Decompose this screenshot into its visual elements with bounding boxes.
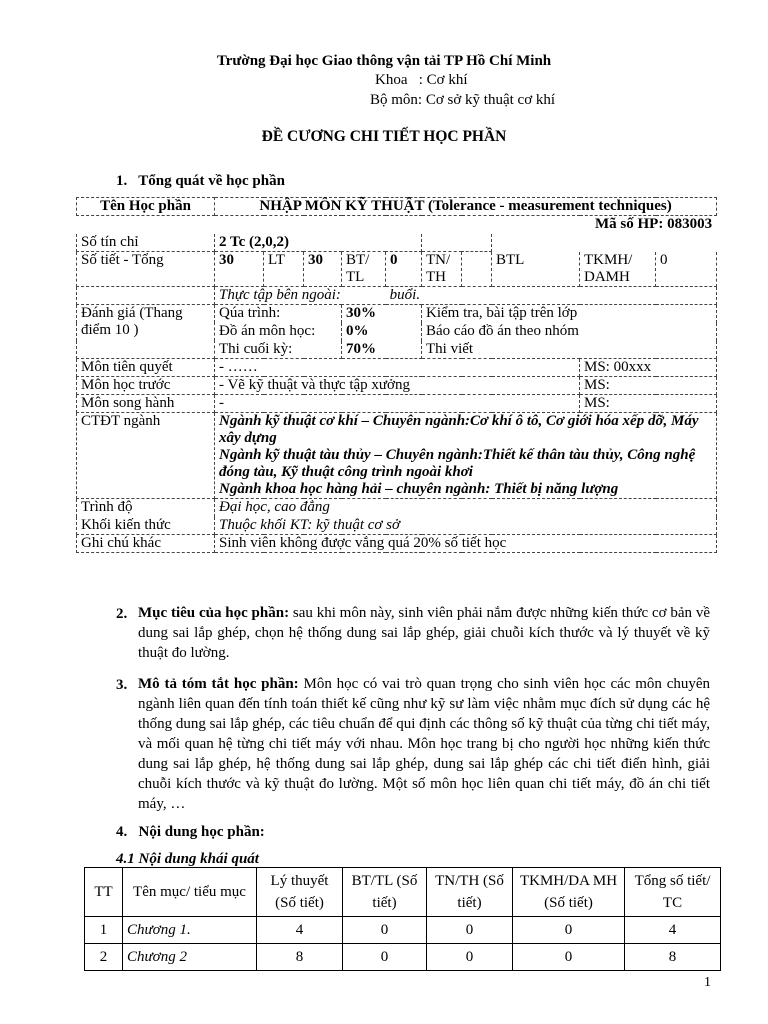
row-1-theory: 4 bbox=[257, 917, 343, 944]
header-bttl: BT/TL (Số tiết) bbox=[343, 868, 427, 917]
parallel-course-ms: MS: bbox=[580, 395, 717, 413]
content-overview-table bbox=[84, 867, 721, 971]
eval-label-final: Thi cuối kỳ: bbox=[215, 341, 342, 359]
header-tkmh: TKMH/DA MH (Số tiết) bbox=[513, 868, 625, 917]
row-2-bttl: 0 bbox=[343, 944, 427, 971]
knowledge-block-label: Khối kiến thức bbox=[77, 517, 215, 535]
header-tt: TT bbox=[85, 868, 123, 917]
eval-value-project: 0% bbox=[342, 323, 422, 341]
section-1-title: Tổng quát về học phần bbox=[138, 173, 285, 189]
section-4-heading bbox=[116, 823, 265, 841]
row-2-name: Chương 2 bbox=[123, 944, 257, 971]
knowledge-block-row bbox=[77, 517, 717, 535]
course-name-row bbox=[77, 198, 717, 216]
page-number: 1 bbox=[704, 975, 711, 990]
row-1-tt: 1 bbox=[85, 917, 123, 944]
prior-course-label: Môn học trước bbox=[77, 377, 215, 395]
row-2-tt: 2 bbox=[85, 944, 123, 971]
section-3-title: Mô tả tóm tắt học phần: bbox=[138, 676, 299, 692]
other-notes-value: Sinh viên không được vắng quá 20% số tiết học bbox=[215, 535, 717, 553]
bttl-value: 0 bbox=[386, 252, 422, 287]
section-3-number: 3. bbox=[116, 677, 128, 693]
table-row bbox=[85, 944, 721, 971]
section-2-paragraph bbox=[138, 603, 710, 663]
row-2-tkmh: 0 bbox=[513, 944, 625, 971]
section-3-text: Môn học có vai trò quan trọng cho sinh viên học các môn chuyên ngành liên quan đến tính toán thiết kế cũng như kỹ sư làm việc nhằm mục đích sử dụng các hệ thống dung sai lắp ghép, các tiêu chuẩn để qui định các thông số kỹ thuật của từng chi tiết máy, và mối quan hệ từng chi tiết máy với nhau. Môn học trang bị cho người học những kiến thức dung sai lắp ghép, hệ thống dung sai lắp ghép, dung sai lắp ghép các chi tiết điển hình, giải chuỗi kích thước và kỹ thuật đo lường. Một số môn học liên quan chi tiết máy, đồ án chi tiết máy, … bbox=[138, 676, 711, 812]
eval-note-process: Kiểm tra, bài tập trên lớp bbox=[422, 305, 717, 323]
prerequisite-ms: MS: 00xxx bbox=[580, 359, 717, 377]
faculty-line: Khoa : Cơ khí bbox=[375, 72, 468, 88]
row-2-tnth: 0 bbox=[427, 944, 513, 971]
row-1-bttl: 0 bbox=[343, 917, 427, 944]
row-1-tnth: 0 bbox=[427, 917, 513, 944]
parallel-course-label: Môn song hành bbox=[77, 395, 215, 413]
eval-label-process: Qúa trình: bbox=[215, 305, 342, 323]
course-name-label: Tên Học phần bbox=[77, 198, 215, 216]
program-label: CTĐT ngành bbox=[77, 413, 215, 499]
section-4-title: Nội dung học phần: bbox=[138, 824, 265, 840]
eval-value-final: 70% bbox=[342, 341, 422, 359]
row-1-name: Chương 1. bbox=[123, 917, 257, 944]
parallel-course-row bbox=[77, 395, 717, 413]
document-title: ĐỀ CƯƠNG CHI TIẾT HỌC PHẦN bbox=[261, 128, 507, 145]
program-line-2: Ngành kỹ thuật tàu thủy – Chuyên ngành:Thiết kế thân tàu thủy, Công nghệ đóng tàu, Kỹ thuật công trình ngoài khơi bbox=[219, 447, 696, 480]
header-tnth: TN/TH (Số tiết) bbox=[427, 868, 513, 917]
program-list bbox=[215, 413, 717, 499]
practice-text: Thực tập bên ngoài: buổi. bbox=[215, 287, 717, 305]
practice-row bbox=[77, 287, 717, 305]
section-4-number: 4. bbox=[116, 824, 128, 840]
prior-course-ms: MS: bbox=[580, 377, 717, 395]
program-line-1: Ngành kỹ thuật cơ khí – Chuyên ngành:Cơ khí ô tô, Cơ giới hóa xếp dỡ, Máy xây dựng bbox=[219, 413, 699, 446]
bttl-label: BT/ TL bbox=[342, 252, 386, 287]
eval-label-project: Đồ án môn học: bbox=[215, 323, 342, 341]
eval-value-process: 30% bbox=[342, 305, 422, 323]
other-notes-row bbox=[77, 535, 717, 553]
knowledge-block-value: Thuộc khối KT: kỹ thuật cơ sở bbox=[215, 517, 717, 535]
course-code-row bbox=[77, 216, 717, 234]
header-section-name: Tên mục/ tiểu mục bbox=[123, 868, 257, 917]
content-table-header bbox=[85, 868, 721, 917]
credits-row bbox=[77, 234, 717, 252]
tkmh-label: TKMH/ DAMH bbox=[580, 252, 656, 287]
prerequisite-value: - …… bbox=[215, 359, 580, 377]
section-2-text: sau khi môn này, sinh viên phải nắm được những kiến thức cơ bản về dung sai lắp ghép, chọn hệ thống dung sai lắp ghép, giải chuỗi kích thước và lý thuyết về kỹ thuật đo lường. bbox=[138, 605, 711, 661]
row-2-total: 8 bbox=[625, 944, 721, 971]
other-notes-label: Ghi chú khác bbox=[77, 535, 215, 553]
prerequisite-row bbox=[77, 359, 717, 377]
prior-course-row bbox=[77, 377, 717, 395]
row-2-theory: 8 bbox=[257, 944, 343, 971]
lt-label: LT bbox=[264, 252, 304, 287]
course-name-value: NHẬP MÔN KỸ THUẬT (Tolerance - measurement techniques) bbox=[215, 198, 717, 216]
periods-total: 30 bbox=[215, 252, 264, 287]
program-line-3: Ngành khoa học hàng hải – chuyên ngành: Thiết bị năng lượng bbox=[219, 481, 619, 497]
level-label: Trình độ bbox=[77, 499, 215, 517]
tnth-label: TN/ TH bbox=[422, 252, 462, 287]
eval-note-project: Báo cáo đồ án theo nhóm bbox=[422, 323, 717, 341]
prior-course-value: - Vẽ kỹ thuật và thực tập xưởng bbox=[215, 377, 580, 395]
program-row bbox=[77, 413, 717, 499]
level-row bbox=[77, 499, 717, 517]
level-value: Đại học, cao đẳng bbox=[215, 499, 717, 517]
tnth-value bbox=[462, 252, 492, 287]
section-2-number: 2. bbox=[116, 606, 128, 622]
header-total: Tổng số tiết/ TC bbox=[625, 868, 721, 917]
tkmh-value: 0 bbox=[656, 252, 717, 287]
course-code: Mã số HP: 083003 bbox=[595, 216, 713, 232]
table-row bbox=[85, 917, 721, 944]
parallel-course-value: - bbox=[215, 395, 580, 413]
credits-label: Số tín chỉ bbox=[77, 234, 215, 252]
row-1-tkmh: 0 bbox=[513, 917, 625, 944]
university-name: Trường Đại học Giao thông vận tải TP Hồ Chí Minh bbox=[216, 53, 552, 69]
evaluation-label: Đánh giá (Thang điểm 10 ) bbox=[77, 305, 215, 359]
lt-value: 30 bbox=[304, 252, 342, 287]
eval-note-final: Thi viết bbox=[422, 341, 717, 359]
course-info-table bbox=[76, 197, 717, 553]
periods-row bbox=[77, 252, 717, 287]
section-3-paragraph bbox=[138, 674, 710, 814]
header-theory: Lý thuyết (Số tiết) bbox=[257, 868, 343, 917]
section-1-number: 1. bbox=[116, 173, 128, 189]
section-1-heading bbox=[116, 172, 285, 190]
department-line: Bộ môn: Cơ sở kỹ thuật cơ khí bbox=[370, 92, 556, 108]
section-2-title: Mục tiêu của học phần: bbox=[138, 605, 290, 621]
row-1-total: 4 bbox=[625, 917, 721, 944]
evaluation-row-1 bbox=[77, 305, 717, 323]
credits-value: 2 Tc (2,0,2) bbox=[215, 234, 422, 252]
periods-label: Số tiết - Tổng bbox=[77, 252, 215, 287]
subsection-4-1-title: 4.1 Nội dung khái quát bbox=[116, 851, 259, 867]
btl-label: BTL bbox=[492, 252, 580, 287]
prerequisite-label: Môn tiên quyết bbox=[77, 359, 215, 377]
